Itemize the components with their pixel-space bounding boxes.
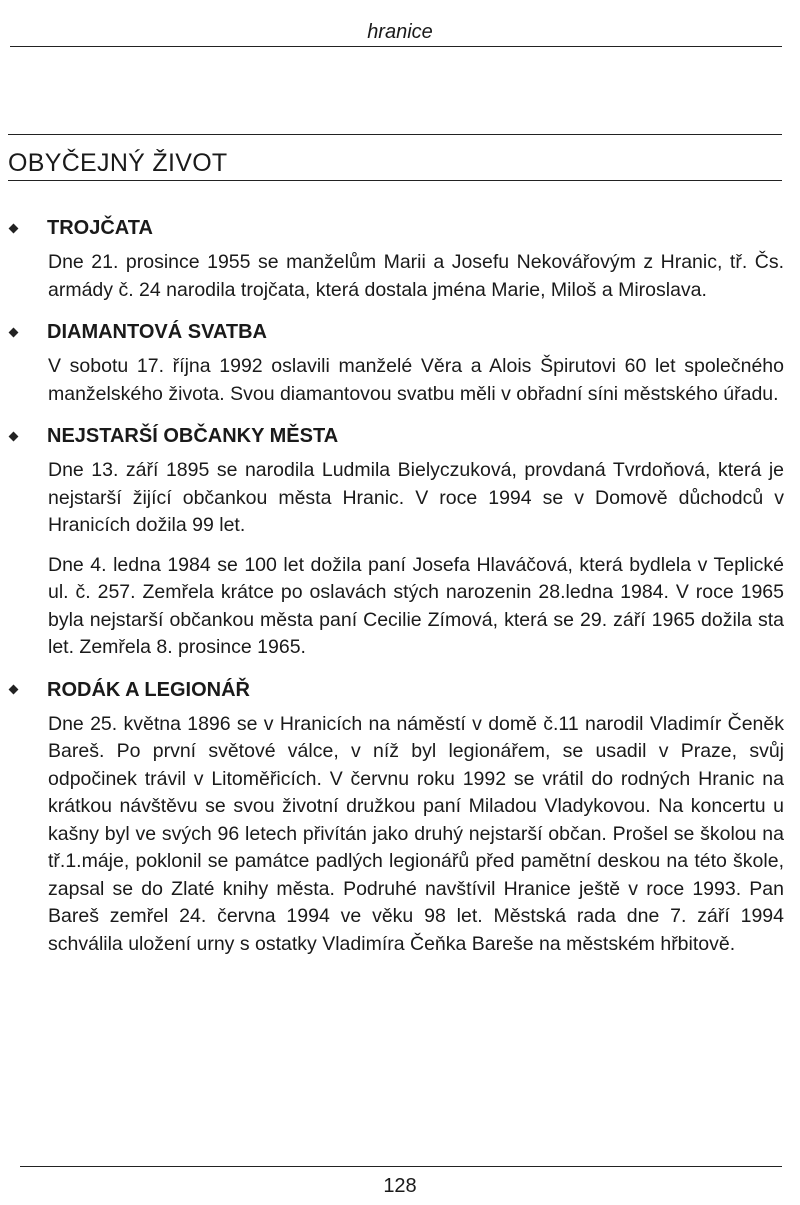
entry-heading [8,316,784,348]
entry-heading-text: NEJSTARŠÍ OBČANKY MĚSTA [47,425,339,447]
entry-paragraph: V sobotu 17. října 1992 oslavili manželé Věra a Alois Špirutovi 60 let společného manželského života. Svou diamantovou svatbu měli v obřadní síni městského úřadu. [48,355,784,405]
header-rule [10,46,782,47]
entry-heading-text: TROJČATA [47,217,153,239]
entry-heading-text: RODÁK A LEGIONÁŘ [47,678,250,701]
entry-heading-text: DIAMANTOVÁ SVATBA [47,321,267,343]
entry-paragraph: Dne 13. září 1895 se narodila Ludmila Bielyczuková, provdaná Tvrdoňová, která je nejstarší žijící občankou města Hranic. V roce 1994 se v Domově důchodců v Hranicích dožila 99 let. [48,459,784,536]
section-rule-bottom [8,180,782,181]
diamond-bullet-icon [9,685,19,695]
entry-paragraph: Dne 4. ledna 1984 se 100 let dožila paní Josefa Hlaváčová, která bydlela v Teplické ul. č. 257. Zemřela krátce po oslavách stých narozenin 28.ledna 1984. V roce 1965 byla nejstarší občankou města paní Cecilie Zímová, která se 29. září 1965 dožila sta let. Zemřela 8. prosince 1965. [48,553,784,658]
entry-heading [8,674,784,706]
entry-paragraph: Dne 21. prosince 1955 se manželům Marii a Josefu Nekovářovým z Hranic, tř. Čs. armády č. 24 narodila trojčata, která dostala jména Marie, Miloš a Miroslava. [48,251,784,301]
entry-rodak-a-legionar [8,674,784,959]
entry-diamantova-svatba [8,316,784,408]
section-rule-top [8,134,782,135]
footer-rule [20,1166,782,1167]
entry-paragraph: Dne 25. května 1896 se v Hranicích na náměstí v domě č.11 narodil Vladimír Čeněk Bareš. Po první světové válce, v níž byl legionářem, se usadil v Praze, svůj odpočinek trávil v Litoměřicích. V červnu roku 1992 se vrátil do rodných Hranic na krátkou návštěvu se svou životní družkou paní Miladou Vladykovou. Na koncertu u kašny byl ve svých 96 letech přivítán jako druhý nejstarší občan. Prošel se školou na tř.1.máje, poklonil se památce padlých legionářů před pamětní deskou na této škole, zapsal se do Zlaté knihy města. Podruhé navštívil Hranice ještě v roce 1993. Pan Bareš zemřel 24. června 1994 ve věku 98 let. Městská rada dne 7. září 1994 schválila uložení urny s ostatky Vladimíra Čeňka Bareše na městském hřbitově. [48,712,784,955]
diamond-bullet-icon [9,327,19,337]
section-title: OBYČEJNÝ ŽIVOT [8,149,228,177]
diamond-bullet-icon [9,223,19,233]
entry-nejstarsi-obcanky [8,420,784,662]
article-content [8,212,784,958]
entry-heading [8,420,784,452]
running-title: hranice [367,21,433,43]
entry-heading [8,212,784,244]
page-number: 128 [383,1175,417,1197]
diamond-bullet-icon [9,431,19,441]
entry-trojcata [8,212,784,304]
